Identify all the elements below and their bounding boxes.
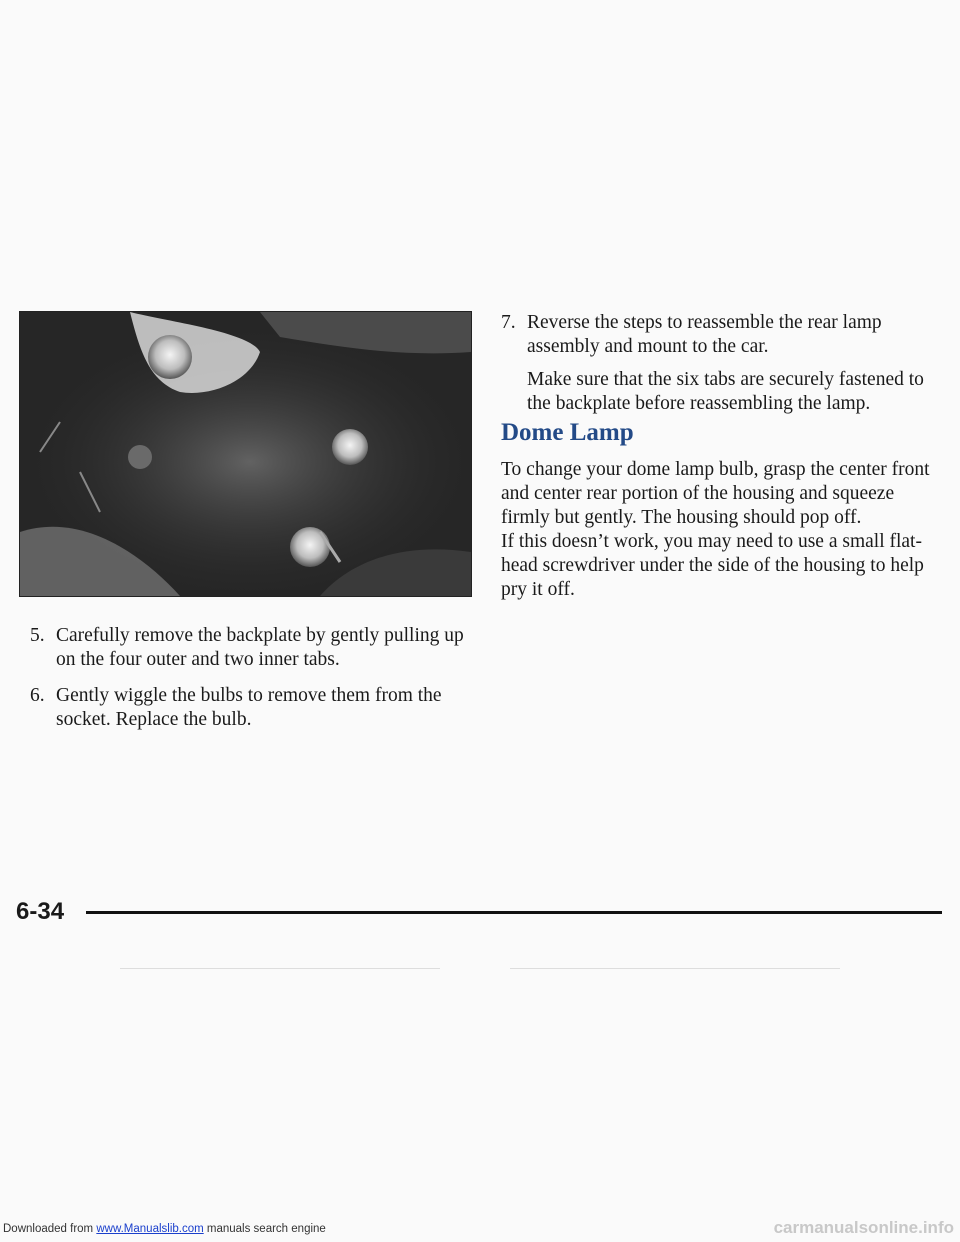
photo-illustration — [20, 312, 471, 596]
step-number: 7. — [501, 312, 516, 333]
scan-artifact-line — [120, 968, 440, 969]
step-7 — [501, 311, 941, 359]
step-number: 6. — [30, 685, 45, 706]
step-5 — [30, 624, 470, 672]
scan-artifact-line — [510, 968, 840, 969]
step-text: Gently wiggle the bulbs to remove them from the socket. Replace the bulb. — [56, 685, 442, 730]
manualslib-link[interactable]: www.Manualslib.com — [96, 1223, 204, 1235]
step-7-note: Make sure that the six tabs are securely fastened to the backplate before reassembling the lamp. — [527, 369, 924, 414]
step-number: 5. — [30, 625, 45, 646]
download-footer — [3, 1223, 326, 1235]
section-heading: Dome Lamp — [501, 419, 634, 446]
page-rule — [86, 911, 942, 914]
footer-prefix: Downloaded from — [3, 1223, 97, 1235]
step-text: Reverse the steps to reassemble the rear lamp assembly and mount to the car. — [527, 312, 882, 357]
dome-paragraph-2: If this doesn’t work, you may need to use a small flat-head screwdriver under the side of the housing to help pry it off. — [501, 531, 924, 600]
footer-suffix: manuals search engine — [203, 1223, 326, 1235]
step-6 — [30, 684, 470, 732]
dome-paragraph-1: To change your dome lamp bulb, grasp the center front and center rear portion of the housing and squeeze firmly but gently. The housing should pop off. — [501, 459, 930, 528]
watermark-logo: carmanualsonline.info — [773, 1218, 954, 1237]
step-text: Carefully remove the backplate by gently pulling up on the four outer and two inner tabs. — [56, 625, 464, 670]
lamp-bulb-socket-photo — [19, 311, 472, 597]
page-number: 6-34 — [16, 898, 65, 925]
